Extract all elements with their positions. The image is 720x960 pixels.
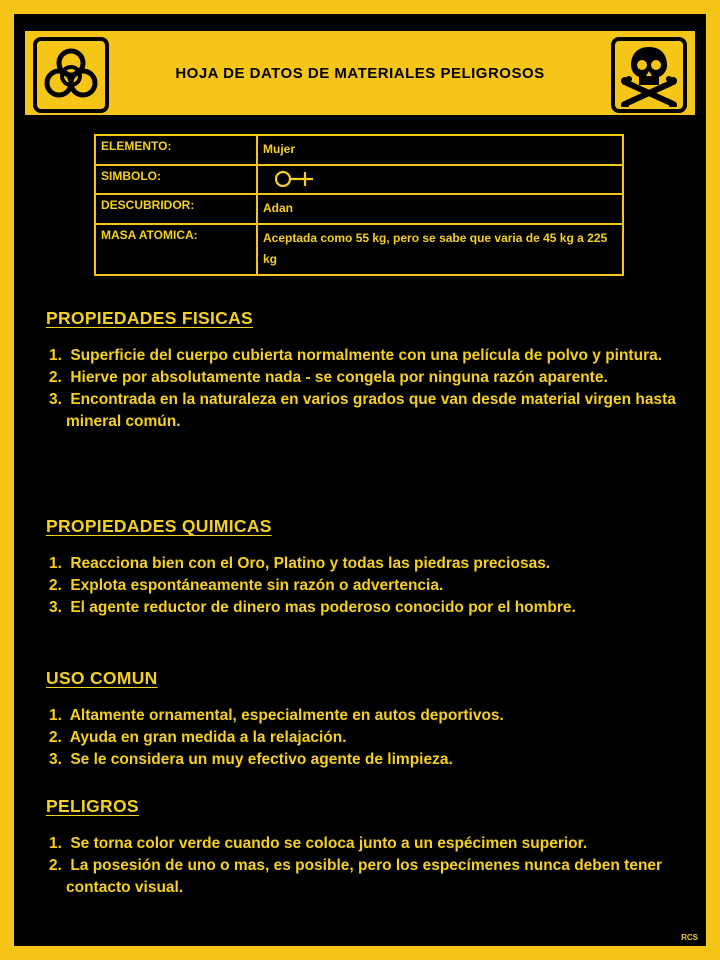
section-title: PELIGROS <box>46 796 139 816</box>
section-hazards <box>46 796 696 899</box>
section-title: USO COMUN <box>46 668 158 688</box>
row-value <box>257 165 623 195</box>
row-value: Adan <box>257 194 623 224</box>
page-title: HOJA DE DATOS DE MATERIALES PELIGROSOS <box>175 65 545 82</box>
section-title: PROPIEDADES QUIMICAS <box>46 516 272 536</box>
list-item: 2. Explota espontáneamente sin razón o advertencia. <box>49 577 444 595</box>
list-item: 1. Se torna color verde cuando se coloca junto a un espécimen superior. <box>49 835 588 852</box>
signature: RCS <box>681 933 698 942</box>
header-banner <box>22 28 698 118</box>
section-chemical-properties <box>46 516 696 619</box>
list-item: 2. La posesión de uno o mas, es posible, pero los especímenes nunca deben tener contacto visual. <box>49 857 663 897</box>
table-row <box>95 224 623 275</box>
element-table <box>94 134 624 276</box>
table-row <box>95 165 623 195</box>
row-label: SIMBOLO: <box>95 165 257 195</box>
section-title: PROPIEDADES FISICAS <box>46 308 253 328</box>
list-item: 3. El agente reductor de dinero mas poderoso conocido por el hombre. <box>49 599 576 617</box>
list-item: 3. Encontrada en la naturaleza en varios grados que van desde material virgen hasta mineral común. <box>49 391 676 431</box>
skull-crossbones-icon <box>611 37 687 113</box>
section-common-use <box>46 668 696 771</box>
table-row <box>95 194 623 224</box>
row-label: MASA ATOMICA: <box>95 224 257 275</box>
list-item: 1. Altamente ornamental, especialmente en autos deportivos. <box>49 707 504 724</box>
list-item: 1. Reacciona bien con el Oro, Platino y todas las piedras preciosas. <box>49 555 551 572</box>
list-item: 3. Se le considera un muy efectivo agente de limpieza. <box>49 751 453 769</box>
list-item: 1. Superficie del cuerpo cubierta normalmente con una película de polvo y pintura. <box>49 347 663 364</box>
row-label: DESCUBRIDOR: <box>95 194 257 224</box>
row-value: Mujer <box>257 135 623 165</box>
table-row <box>95 135 623 165</box>
list-item: 2. Ayuda en gran medida a la relajación. <box>49 729 347 747</box>
section-physical-properties <box>46 308 696 434</box>
row-label: ELEMENTO: <box>95 135 257 165</box>
biohazard-icon <box>33 37 109 113</box>
list-item: 2. Hierve por absolutamente nada - se congela por ninguna razón aparente. <box>49 369 608 387</box>
row-value: Aceptada como 55 kg, pero se sabe que varia de 45 kg a 225 kg <box>257 224 623 275</box>
female-symbol-icon <box>273 169 333 189</box>
